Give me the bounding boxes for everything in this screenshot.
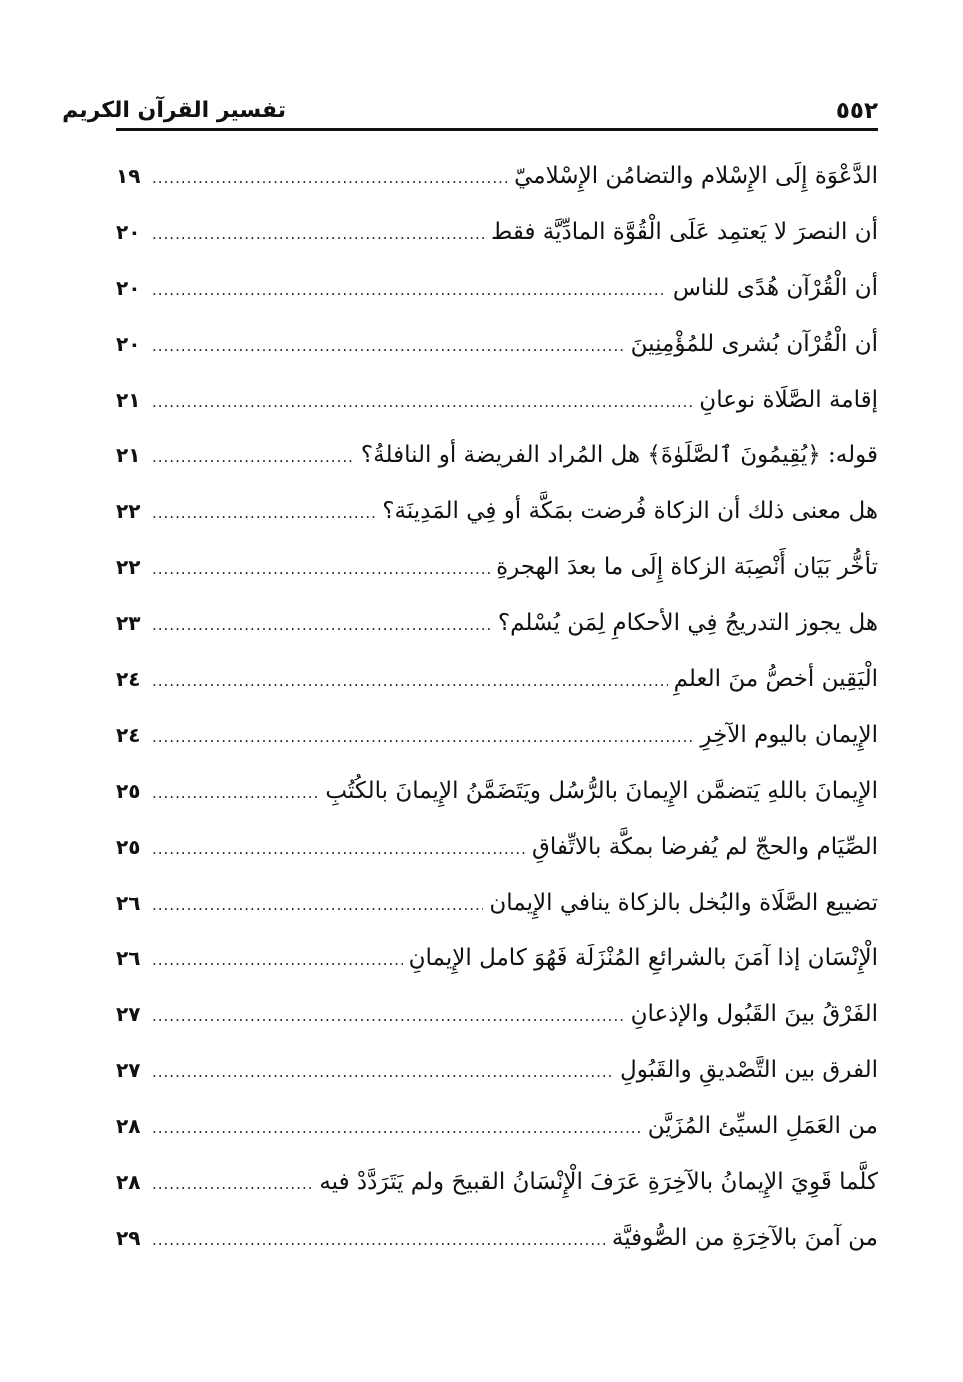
toc-entry-page: ٢٦ bbox=[116, 890, 141, 915]
toc-entry-title: الصِّيَام والحجّ لم يُفرضا بمكَّة بالاتِّفاقِ bbox=[531, 833, 878, 860]
toc-entry bbox=[116, 887, 878, 943]
toc-entry-title: هل معنى ذلك أن الزكاة فُرضت بمَكَّة أو فِي المَدِينَة؟ bbox=[382, 498, 878, 525]
toc-entry-page: ٢٢ bbox=[116, 555, 141, 580]
toc-entry-page: ٢٤ bbox=[116, 722, 141, 747]
toc-entry-page: ٢٠ bbox=[116, 219, 141, 244]
toc-entry-title: تضييع الصَّلَاة والبُخل بالزكاة ينافي الإِيمان bbox=[489, 889, 878, 916]
toc-entry bbox=[116, 1110, 878, 1166]
dot-leader bbox=[152, 274, 667, 306]
dot-leader bbox=[152, 497, 376, 529]
toc-entry bbox=[116, 495, 878, 551]
dot-leader bbox=[152, 386, 693, 418]
toc-entry-page: ٢٨ bbox=[116, 1114, 141, 1139]
toc-entry-title: تأخُّر بَيَان أَنْصِبَة الزكاة إِلَى ما بعدَ الهجرةِ bbox=[496, 554, 878, 581]
dot-leader bbox=[152, 1056, 614, 1088]
toc-entry-page: ٢٦ bbox=[116, 946, 141, 971]
dot-leader bbox=[152, 889, 483, 921]
table-of-contents bbox=[116, 160, 878, 1278]
toc-entry-page: ٢١ bbox=[116, 443, 141, 468]
toc-entry bbox=[116, 1222, 878, 1278]
toc-entry bbox=[116, 998, 878, 1054]
page-number: ٥٥٢ bbox=[835, 98, 878, 124]
toc-entry-page: ٢٤ bbox=[116, 667, 141, 692]
toc-entry-title: الإِيمانَ باللهِ يَتضمَّن الإِيمانَ بالرُّسُل ويَتَضَمَّنُ الإِيمانَ بالكُتُبِ bbox=[325, 777, 878, 804]
toc-entry-title: أن الْقُرْآن هُدًى للناس bbox=[672, 274, 878, 301]
dot-leader bbox=[152, 944, 403, 976]
dot-leader bbox=[152, 777, 319, 809]
toc-entry-page: ٢٨ bbox=[116, 1170, 141, 1195]
toc-entry bbox=[116, 719, 878, 775]
toc-entry bbox=[116, 1166, 878, 1222]
toc-entry-title: أن الْقُرْآن بُشرى للمُؤْمِنِينَ bbox=[630, 330, 878, 357]
toc-entry bbox=[116, 328, 878, 384]
toc-entry bbox=[116, 439, 878, 495]
toc-entry-page: ٢٣ bbox=[116, 611, 141, 636]
dot-leader bbox=[152, 721, 694, 753]
toc-entry bbox=[116, 551, 878, 607]
dot-leader bbox=[152, 1168, 313, 1200]
dot-leader bbox=[152, 330, 625, 362]
toc-entry bbox=[116, 663, 878, 719]
toc-entry bbox=[116, 607, 878, 663]
dot-leader bbox=[152, 218, 485, 250]
toc-entry-page: ٢٠ bbox=[116, 331, 141, 356]
toc-entry-title: الفرق بين التَّصْديقِ والقَبُولِ bbox=[620, 1057, 878, 1084]
toc-entry-page: ٢٥ bbox=[116, 778, 141, 803]
toc-entry-title: الْإِنْسَان إذا آمَنَ بالشرائعِ المُنْزَلَة فَهُوَ كامل الإِيمانِ bbox=[408, 945, 878, 972]
running-title: تفسير القرآن الكريم bbox=[62, 98, 286, 123]
toc-entry bbox=[116, 160, 878, 216]
toc-entry-title: من آمنَ بالآخِرَةِ من الصُّوفيَّة bbox=[611, 1224, 878, 1251]
toc-entry bbox=[116, 1054, 878, 1110]
header-rule bbox=[116, 128, 878, 131]
toc-entry bbox=[116, 942, 878, 998]
toc-entry-page: ٢٧ bbox=[116, 1002, 141, 1027]
toc-entry bbox=[116, 831, 878, 887]
toc-entry-title: إقامة الصَّلَاة نوعانِ bbox=[699, 386, 878, 413]
toc-entry-page: ٢١ bbox=[116, 387, 141, 412]
dot-leader bbox=[152, 441, 355, 473]
dot-leader bbox=[152, 609, 492, 641]
toc-entry-page: ٢٥ bbox=[116, 834, 141, 859]
toc-entry-page: ٢٧ bbox=[116, 1058, 141, 1083]
toc-entry-title: الدَّعْوَة إِلَى الإِسْلام والتضامُن الإِسْلاميّ bbox=[514, 163, 878, 189]
dot-leader bbox=[152, 162, 508, 194]
toc-entry bbox=[116, 272, 878, 328]
toc-entry-title: قوله: ﴿يُقِيمُونَ ٱلصَّلَوٰةَ﴾ هل المُراد الفريضة أو النافلةُ؟ bbox=[360, 442, 878, 469]
toc-entry-title: الْيَقِين أخصُّ منَ العلمِ bbox=[673, 666, 878, 693]
toc-entry-page: ١٩ bbox=[116, 164, 141, 188]
toc-entry-page: ٢٢ bbox=[116, 499, 141, 524]
toc-entry bbox=[116, 216, 878, 272]
toc-entry bbox=[116, 384, 878, 440]
toc-entry-title: أن النصرَ لا يَعتمِد عَلَى الْقُوَّة المادِّيَّة فقط bbox=[491, 218, 878, 245]
dot-leader bbox=[152, 665, 668, 697]
dot-leader bbox=[152, 1224, 606, 1256]
dot-leader bbox=[152, 553, 490, 585]
toc-entry bbox=[116, 775, 878, 831]
toc-entry-title: هل يجوز التدريجُ فِي الأحكامِ لِمَن يُسْلم؟ bbox=[497, 610, 878, 637]
toc-entry-title: كلَّما قَوِيَ الإِيمانُ بالآخِرَةِ عَرَفَ الْإِنْسَانُ القبيحَ ولم يَتَرَدَّدْ فيه bbox=[319, 1169, 878, 1196]
toc-entry-title: الإِيمان باليوم الآخِرِ bbox=[700, 721, 878, 748]
dot-leader bbox=[152, 1000, 625, 1032]
toc-entry-title: من العَمَلِ السيِّئ المُزَيَّن bbox=[647, 1113, 878, 1140]
toc-entry-page: ٢٩ bbox=[116, 1225, 141, 1250]
toc-entry-title: الفَرْقُ بينَ القَبُول والإذعانِ bbox=[630, 1001, 878, 1028]
toc-entry-page: ٢٠ bbox=[116, 275, 141, 300]
page-header bbox=[62, 86, 878, 130]
dot-leader bbox=[152, 1112, 642, 1144]
dot-leader bbox=[152, 833, 526, 865]
